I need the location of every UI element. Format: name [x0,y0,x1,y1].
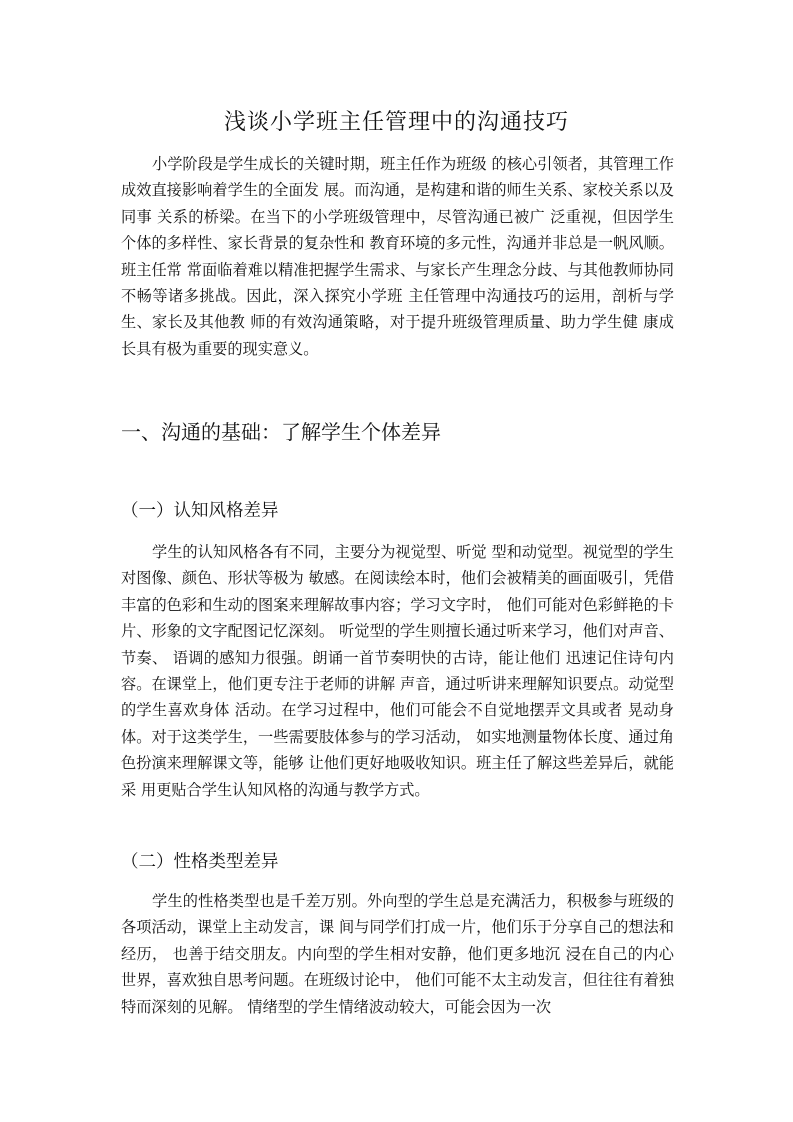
document-title: 浅谈小学班主任管理中的沟通技巧 [223,110,569,135]
subsection-2-paragraph: 学生的性格类型也是千差万别。外向型的学生总是充满活力，积极参与班级的各项活动，课堂上主动发言，课 间与同学们打成一片，他们乐于分享自己的想法和经历， 也善于结交朋友。内向型的学生相对安静，他们更多地沉 浸在自己的内心世界，喜欢独自思考问题。在班级讨论中， 他们可能不太主动发言，但往往有着独特而深刻的见解。 情绪型的学生情绪波动较大，可能会因为一次 [121,892,674,1016]
section-heading-1: 一、沟通的基础：了解学生个体差异 [121,420,441,444]
subsection-heading-1: （一）认知风格差异 [121,501,279,521]
subsection-1-paragraph: 学生的认知风格各有不同，主要分为视觉型、听觉 型和动觉型。视觉型的学生对图像、颜色、形状等极为 敏感。在阅读绘本时，他们会被精美的画面吸引，凭借 丰富的色彩和生动的图案来理解故事内容；学习文字时， 他们可能对色彩鲜艳的卡片、形象的文字配图记忆深刻。 听觉型的学生则擅长通过听来学习，他们对声音、节奏、 语调的感知力很强。朗诵一首节奏明快的古诗，能让他们 迅速记住诗句内容。在课堂上，他们更专注于老师的讲解 声音，通过听讲来理解知识要点。动觉型的学生喜欢身体 活动。在学习过程中，他们可能会不自觉地摆弄文具或者 晃动身体。对于这类学生，一些需要肢体参与的学习活动， 如实地测量物体长度、通过角色扮演来理解课文等，能够 让他们更好地吸收知识。班主任了解这些差异后，就能采 用更贴合学生认知风格的沟通与教学方式。 [121,543,674,799]
intro-paragraph: 小学阶段是学生成长的关键时期，班主任作为班级 的核心引领者，其管理工作成效直接影响着学生的全面发 展。而沟通，是构建和谐的师生关系、家校关系以及同事 关系的桥梁。在当下的小学班级管理中，尽管沟通已被广 泛重视，但因学生个体的多样性、家长背景的复杂性和 教育环境的多元性，沟通并非总是一帆风顺。班主任常 常面临着难以精准把握学生需求、与家长产生理念分歧、与其他教师协同不畅等诸多挑战。因此，深入探究小学班 主任管理中沟通技巧的运用，剖析与学生、家长及其他教 师的有效沟通策略，对于提升班级管理质量、助力学生健 康成长具有极为重要的现实意义。 [121,155,674,358]
subsection-heading-2: （二）性格类型差异 [121,852,279,872]
